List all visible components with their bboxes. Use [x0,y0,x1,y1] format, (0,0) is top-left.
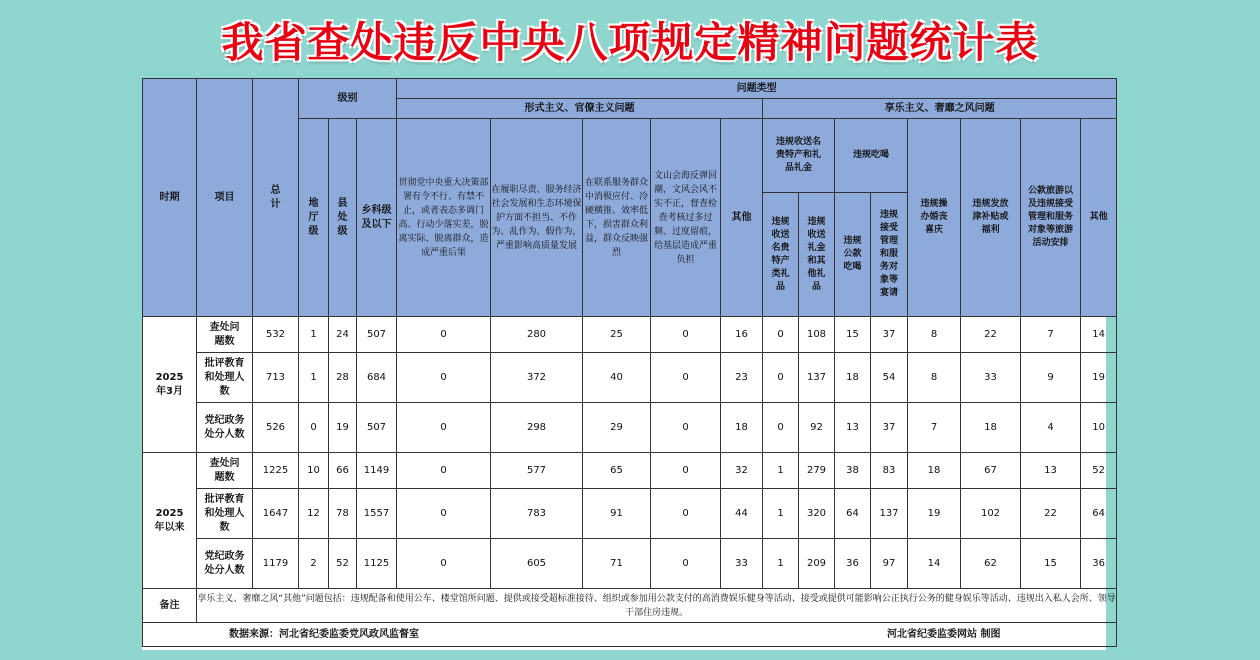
table-cell: 33 [721,539,763,589]
table-cell: 526 [253,403,299,453]
table-cell: 9 [1021,353,1081,403]
table-cell: 0 [397,317,491,353]
table-cell: 0 [397,489,491,539]
header-item: 项目 [197,79,253,317]
table-cell: 37 [871,403,908,453]
header-tourism: 公款旅游以及违规接受管理和服务对象等旅游活动安排 [1021,119,1081,317]
table-cell: 33 [961,353,1021,403]
table-cell: 40 [583,353,651,403]
table-cell: 1 [763,489,799,539]
period-label: 2025年3月 [143,317,197,453]
table-cell: 8 [908,317,961,353]
header-hedonism-other: 其他 [1081,119,1117,317]
header-total: 总计 [253,79,299,317]
table-cell: 1 [763,539,799,589]
table-cell: 16 [721,317,763,353]
table-cell: 52 [329,539,357,589]
table-cell: 0 [651,353,721,403]
table-cell: 684 [357,353,397,403]
table-cell: 783 [491,489,583,539]
header-dining-banquet: 违规接受管理和服务对象等宴请 [871,193,908,317]
table-cell: 64 [835,489,871,539]
data-source: 数据来源：河北省纪委监委党风政风监督室 [229,628,419,640]
table-cell: 10 [299,453,329,489]
table-cell: 0 [651,453,721,489]
table-cell: 22 [961,317,1021,353]
table-cell: 25 [583,317,651,353]
table-cell: 532 [253,317,299,353]
row-label: 查处问题数 [197,453,253,489]
header-formalism-other: 其他 [721,119,763,317]
table-cell: 507 [357,403,397,453]
stats-table-card [142,78,1116,650]
table-cell: 372 [491,353,583,403]
header-subsidies: 违规发放津补贴或福利 [961,119,1021,317]
stats-table [142,78,1117,647]
table-cell: 18 [835,353,871,403]
table-cell: 23 [721,353,763,403]
table-row [143,317,1117,353]
table-cell: 36 [1081,539,1117,589]
table-cell: 13 [835,403,871,453]
table-cell: 19 [329,403,357,453]
table-cell: 102 [961,489,1021,539]
table-cell: 78 [329,489,357,539]
header-dining-group: 违规吃喝 [835,119,908,193]
table-cell: 71 [583,539,651,589]
header-problem-type: 问题类型 [397,79,1117,99]
table-cell: 209 [799,539,835,589]
row-label: 党纪政务处分人数 [197,403,253,453]
table-cell: 28 [329,353,357,403]
table-cell: 2 [299,539,329,589]
period-label: 2025年以来 [143,453,197,589]
table-cell: 66 [329,453,357,489]
table-cell: 19 [908,489,961,539]
header-gifts-group: 违规收送名贵特产和礼品礼金 [763,119,835,193]
table-cell: 713 [253,353,299,403]
note-text: 享乐主义、奢靡之风“其他”问题包括：违规配备和使用公车、楼堂馆所问题、提供或接受超标准接待、组织或参加用公款支付的高消费娱乐健身等活动、接受或提供可能影响公正执行公务的健身娱乐等活动、违规出入私人会所、领导干部住房违规。 [197,589,1117,623]
row-label: 党纪政务处分人数 [197,539,253,589]
table-row [143,489,1117,539]
table-cell: 32 [721,453,763,489]
table-cell: 108 [799,317,835,353]
table-cell: 83 [871,453,908,489]
table-cell: 29 [583,403,651,453]
row-label: 批评教育和处理人数 [197,489,253,539]
table-cell: 22 [1021,489,1081,539]
table-cell: 1149 [357,453,397,489]
table-cell: 64 [1081,489,1117,539]
table-cell: 1225 [253,453,299,489]
table-cell: 0 [299,403,329,453]
table-cell: 0 [397,453,491,489]
table-cell: 15 [1021,539,1081,589]
table-cell: 0 [763,403,799,453]
table-cell: 13 [1021,453,1081,489]
table-row [143,403,1117,453]
table-cell: 92 [799,403,835,453]
page-title: 我省查处违反中央八项规定精神问题统计表 [221,18,1039,67]
table-cell: 320 [799,489,835,539]
table-cell: 279 [799,453,835,489]
table-cell: 1557 [357,489,397,539]
table-cell: 4 [1021,403,1081,453]
table-cell: 280 [491,317,583,353]
table-cell: 0 [397,539,491,589]
note-label: 备注 [143,589,197,623]
table-cell: 14 [1081,317,1117,353]
table-cell: 18 [908,453,961,489]
header-formalism-duties: 在履职尽责、服务经济社会发展和生态环境保护方面不担当、不作为、乱作为、假作为，严重影响高质量发展 [491,119,583,317]
row-label: 查处问题数 [197,317,253,353]
table-cell: 1 [763,453,799,489]
table-cell: 36 [835,539,871,589]
header-weddings: 违规操办婚丧喜庆 [908,119,961,317]
table-cell: 1 [299,353,329,403]
table-cell: 97 [871,539,908,589]
header-level-bureau: 地厅级 [299,119,329,317]
table-cell: 37 [871,317,908,353]
source-row [143,623,1117,647]
table-cell: 577 [491,453,583,489]
table-cell: 65 [583,453,651,489]
table-cell: 0 [763,353,799,403]
table-cell: 8 [908,353,961,403]
table-cell: 1125 [357,539,397,589]
header-level-township: 乡科级及以下 [357,119,397,317]
table-cell: 0 [763,317,799,353]
table-cell: 15 [835,317,871,353]
table-cell: 1647 [253,489,299,539]
table-cell: 0 [651,539,721,589]
table-cell: 54 [871,353,908,403]
header-period: 时期 [143,79,197,317]
table-cell: 1 [299,317,329,353]
table-cell: 18 [721,403,763,453]
table-cell: 62 [961,539,1021,589]
table-row [143,539,1117,589]
table-cell: 7 [908,403,961,453]
table-cell: 0 [397,353,491,403]
table-cell: 18 [961,403,1021,453]
header-level: 级别 [299,79,397,119]
credit: 河北省纪委监委网站 制图 [887,628,1001,640]
table-cell: 14 [908,539,961,589]
table-cell: 19 [1081,353,1117,403]
table-cell: 0 [651,317,721,353]
table-cell: 507 [357,317,397,353]
header-dining-public: 违规公款吃喝 [835,193,871,317]
header-formalism-masses: 在联系服务群众中消极应付、冷硬横推、效率低下，损害群众利益，群众反映强烈 [583,119,651,317]
table-cell: 10 [1081,403,1117,453]
table-cell: 44 [721,489,763,539]
table-cell: 52 [1081,453,1117,489]
table-row [143,353,1117,403]
table-cell: 298 [491,403,583,453]
table-row [143,453,1117,489]
row-label: 批评教育和处理人数 [197,353,253,403]
header-gifts-cash: 违规收送礼金和其他礼品 [799,193,835,317]
table-cell: 91 [583,489,651,539]
table-cell: 1179 [253,539,299,589]
table-cell: 67 [961,453,1021,489]
header-formalism-meetings: 文山会海反弹回潮，文风会风不实不正，督查检查考核过多过频、过度留痕，给基层造成严重负担 [651,119,721,317]
table-cell: 24 [329,317,357,353]
table-cell: 38 [835,453,871,489]
header-formalism: 形式主义、官僚主义问题 [397,99,763,119]
table-cell: 0 [651,489,721,539]
table-cell: 605 [491,539,583,589]
table-cell: 0 [397,403,491,453]
header-gifts-specialty: 违规收送名贵特产类礼品 [763,193,799,317]
header-level-county: 县处级 [329,119,357,317]
table-cell: 7 [1021,317,1081,353]
header-hedonism: 享乐主义、奢靡之风问题 [763,99,1117,119]
table-cell: 12 [299,489,329,539]
table-cell: 0 [651,403,721,453]
table-cell: 137 [871,489,908,539]
header-formalism-decisions: 贯彻党中央重大决策部署有令不行、有禁不止，或者表态多调门高、行动少落实差，脱离实际、脱离群众，造成严重后果 [397,119,491,317]
table-cell: 137 [799,353,835,403]
